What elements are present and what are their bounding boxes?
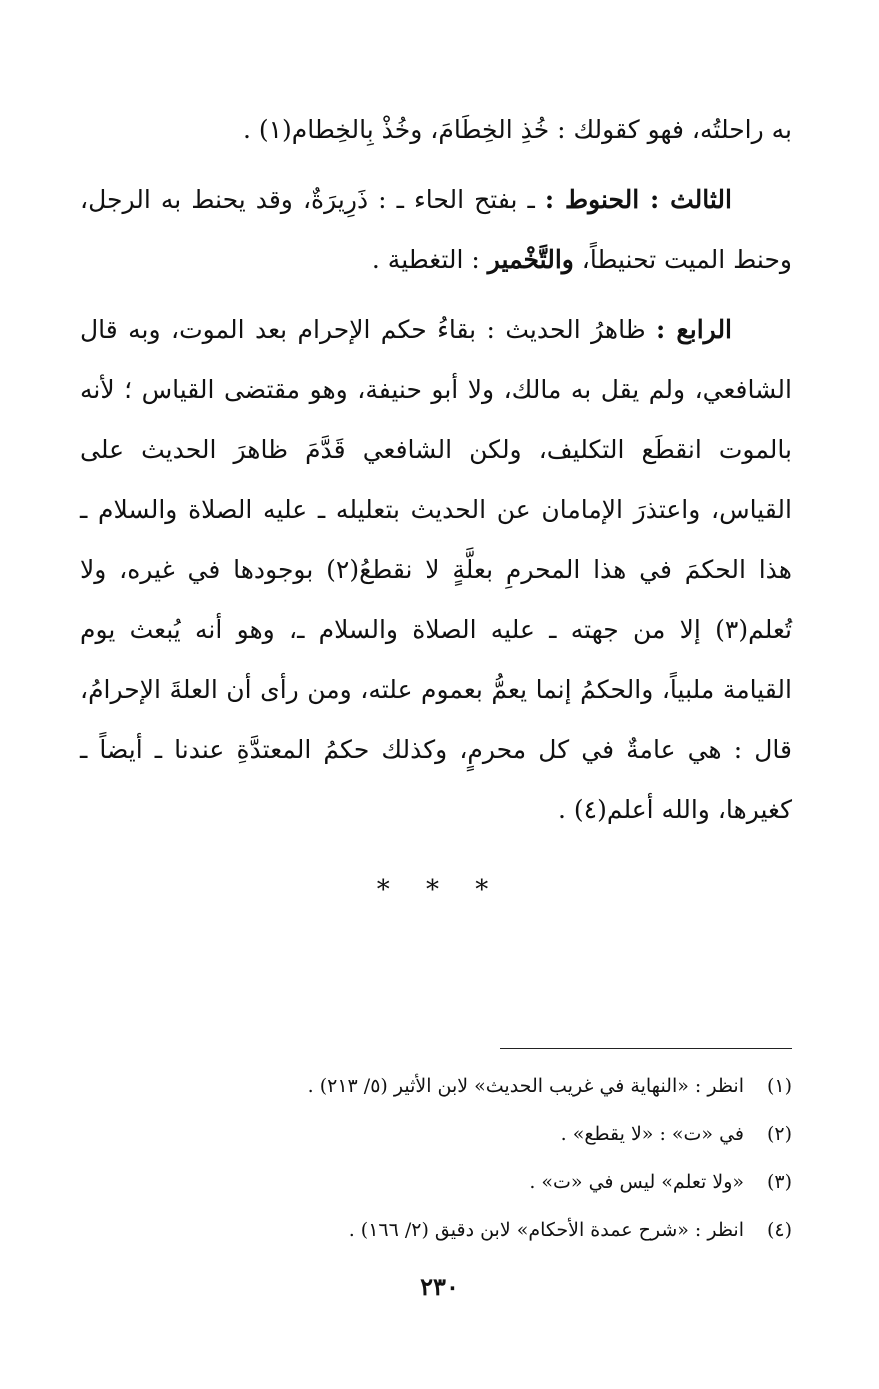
footnote-text: في «ت» : «لا يقطع» . [560,1123,744,1145]
footnote-text: «ولا تعلم» ليس في «ت» . [529,1171,744,1193]
page-number: ٢٣٠ [420,1272,459,1301]
paragraph-fourth [80,300,792,840]
paragraph-text: ظاهرُ الحديث : بقاءُ حكم الإحرام بعد الموت، وبه قال الشافعي، ولم يقل به مالك، ولا أبو حنيفة، وهو مقتضى القياس ؛ لأنه بالموت انقطَع التكليف، ولكن الشافعي قَدَّمَ ظاهرَ الحديث على القياس، واعتذرَ الإمامان عن الحديث بتعليله ـ عليه الصلاة والسلام ـ هذا الحكمَ في هذا المحرمِ بعلَّةٍ لا نقطعُ(٢) بوجودها في غيره، ولا تُعلم(٣) إلا من جهته ـ عليه الصلاة والسلام ـ، وهو أنه يُبعث يوم القيامة ملبياً، والحكمُ إنما يعمُّ بعموم علته، ومن رأى أن العلةَ الإحرامُ، قال : هي عامةٌ في كل محرمٍ، وكذلك حكمُ المعتدَّةِ عندنا ـ أيضاً ـ كغيرها، والله أعلم(٤) . [80,315,792,824]
footnote-item [80,1062,792,1110]
footnote-number: (١) [766,1075,792,1097]
footnote-number: (٢) [766,1123,792,1145]
footnote-item [80,1110,792,1158]
main-text [80,100,792,850]
paragraph-heading: الرابع : [656,315,733,344]
footnote-separator [500,1048,792,1049]
paragraph-text: : التغطية . [371,245,488,274]
footnote-item [80,1206,792,1254]
bold-term: والتَّخْمير [487,245,574,274]
paragraph-third [80,170,792,290]
footnote-number: (٣) [766,1171,792,1193]
footnote-text: انظر : «النهاية في غريب الحديث» لابن الأثير (٥/ ٢١٣) . [307,1075,744,1097]
paragraph-text: ـ بفتح الحاء ـ : ذَرِيرَةٌ، وقد يحنط به الرجل، وحنط الميت تحنيطاً، [80,185,792,274]
paragraph-continuation [80,100,792,160]
section-divider: * * * [376,875,503,905]
paragraph-heading: الثالث : الحنوط : [544,185,732,214]
footnotes [80,1062,792,1254]
footnote-text: انظر : «شرح عمدة الأحكام» لابن دقيق (٢/ ١٦٦) . [348,1219,744,1241]
footnote-number: (٤) [766,1219,792,1241]
footnote-item [80,1158,792,1206]
paragraph-text: به راحلتُه، فهو كقولك : خُذِ الخِطَامَ، وخُذْ بِالخِطام(١) . [242,115,792,144]
